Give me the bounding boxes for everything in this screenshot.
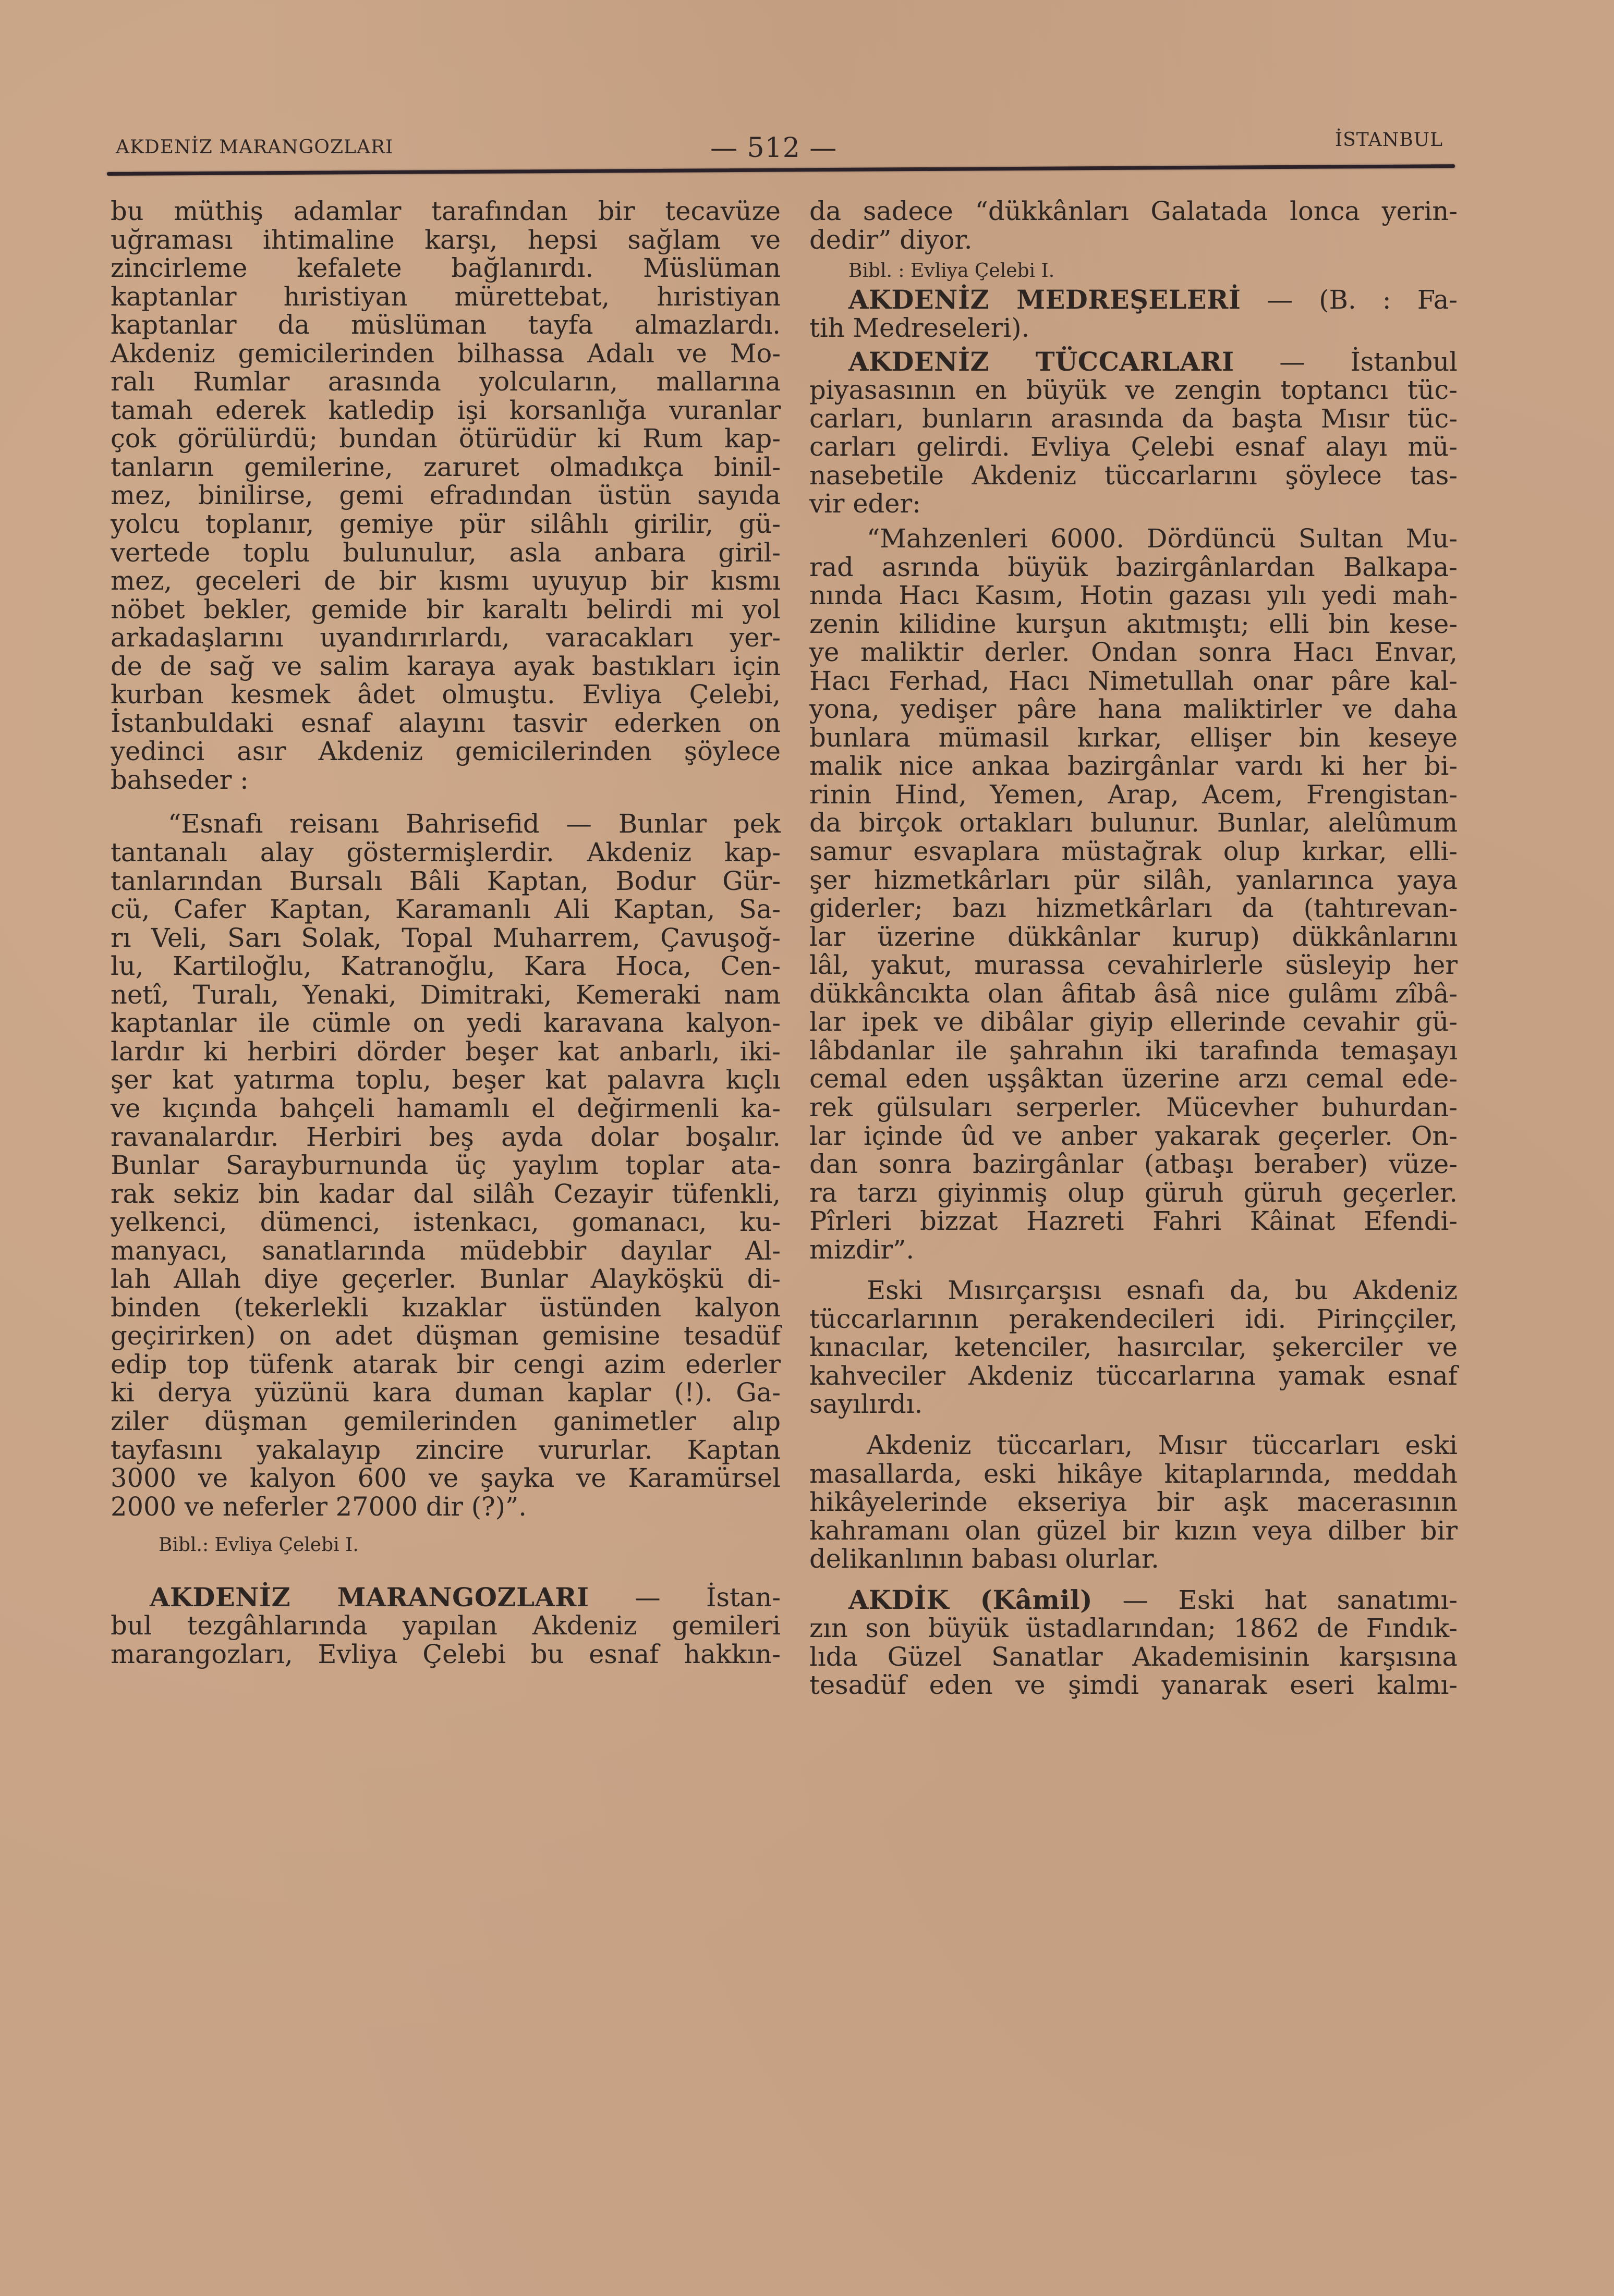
entry-headword: AKDENİZ TÜCCARLARI	[848, 346, 1234, 377]
text-line: ziler düşman gemilerinden ganimetler alıp	[111, 1406, 781, 1436]
text-line: tanların gemilerine, zaruret olmadıkça binil-	[111, 451, 781, 482]
text-line: Hacı Ferhad, Hacı Nimetullah onar pâre kal-	[809, 665, 1458, 696]
text-line: ra tarzı giyinmiş olup güruh güruh geçerler.	[809, 1177, 1458, 1208]
text-line: carları, bunların arasında da başta Mısır tüc-	[809, 403, 1458, 434]
text-line: tesadüf eden ve şimdi yanarak eseri kalmı-	[809, 1670, 1458, 1701]
quote-esnaf	[111, 810, 781, 1521]
text-line: lah Allah diye geçerler. Bunlar Alayköşkü di-	[111, 1264, 781, 1294]
continuation-text	[809, 197, 1458, 254]
text-line: rak sekiz bin kadar dal silâh Cezayir tüfenkli,	[111, 1178, 781, 1209]
text-line: Pîrleri bizzat Hazreti Fahri Kâinat Efendi-	[809, 1206, 1458, 1237]
text-line: de de sağ ve salim karaya ayak bastıkları için	[111, 651, 781, 681]
text-line: şer kat yatırma toplu, beşer kat palavra kıçlı	[111, 1065, 781, 1095]
text-line: dan sonra bazirgânlar (atbaşı beraber) vüze-	[809, 1149, 1458, 1180]
text-line: bul tezgâhlarında yapılan Akdeniz gemileri	[111, 1610, 781, 1641]
text-line: piyasasının en büyük ve zengin toptancı tüc-	[809, 375, 1458, 406]
entry-first-line-text: — (B. : Fa-	[1267, 284, 1458, 315]
entry-first-line	[809, 348, 1458, 376]
text-line: kaptanlar da müslüman tayfa almazlardı.	[111, 310, 781, 340]
text-line: rek gülsuları serperler. Mücevher buhurdan-	[809, 1092, 1458, 1122]
text-line: bu müthiş adamlar tarafından bir tecavüze	[111, 196, 781, 226]
text-line: nında Hacı Kasım, Hotin gazası yılı yedi mah-	[809, 580, 1458, 611]
text-line: tamah ederek katledip işi korsanlığa vuranlar	[111, 395, 781, 425]
left-column	[111, 197, 781, 1668]
entry-akdeniz-medreseleri	[809, 286, 1458, 343]
text-line: “Mahzenleri 6000. Dördüncü Sultan Mu-	[867, 523, 1458, 554]
text-line: tantanalı alay göstermişlerdir. Akdeniz kap-	[111, 837, 781, 868]
text-line: ralı Rumlar arasında yolcuların, mallarına	[111, 367, 781, 397]
text-line: Eski Mısırçarşısı esnafı da, bu Akdeniz	[867, 1275, 1458, 1306]
text-line: kaptanlar hıristiyan mürettebat, hıristiyan	[111, 281, 781, 312]
text-line: 3000 ve kalyon 600 ve şayka ve Karamürsel	[111, 1463, 781, 1494]
text-line: kurban kesmek âdet olmuştu. Evliya Çelebi,	[111, 679, 781, 710]
paragraph-gemiciler	[111, 197, 781, 794]
text-line: yedinci asır Akdeniz gemicilerinden şöylece	[111, 736, 781, 767]
text-line: yelkenci, dümenci, istenkacı, gomanacı, ku-	[111, 1207, 781, 1238]
text-line: mez, binilirse, gemi efradından üstün sayıda	[111, 480, 781, 511]
text-line: vir eder:	[809, 488, 921, 519]
text-line: edip top tüfenk atarak bir cengi azim ederler	[111, 1349, 781, 1379]
text-line: tayfasını yakalayıp zincire vururlar. Kaptan	[111, 1434, 781, 1465]
text-line: Bunlar Sarayburnunda üç yaylım toplar ata-	[111, 1150, 781, 1181]
entry-first-line-text: — İstanbul	[1279, 346, 1458, 377]
text-line: yona, yedişer pâre hana maliktirler ve daha	[809, 694, 1458, 725]
text-line: 2000 ve neferler 27000 dir (?)”.	[111, 1491, 527, 1522]
header-rule	[107, 164, 1455, 176]
running-head-right: İSTANBUL	[1334, 129, 1443, 151]
text-line: delikanlının babası olurlar.	[809, 1544, 1159, 1574]
text-line: kahramanı olan güzel bir kızın veya dilber bir	[809, 1515, 1458, 1546]
entry-headword: AKDİK (Kâmil)	[848, 1584, 1093, 1615]
text-line: İstanbuldaki esnaf alayını tasvir ederken on	[111, 707, 781, 738]
text-line: samur esvaplara müstağrak olup kırkar, elli-	[809, 836, 1458, 867]
text-line: nasebetile Akdeniz tüccarlarını şöylece tas-	[809, 460, 1458, 491]
entry-first-line-text: — Eski hat sanatımı-	[1122, 1584, 1458, 1615]
text-line: hikâyelerinde ekseriya bir aşk macerasının	[809, 1487, 1458, 1518]
text-line: bunlara mümasil kırkar, ellişer bin keseye	[809, 722, 1458, 753]
text-line: şer hizmetkârları pür silâh, yanlarınca yaya	[809, 864, 1458, 895]
text-line: rad asrında büyük bazirgânlardan Balkapa-	[809, 552, 1458, 582]
text-line: ki derya yüzünü kara duman kaplar (!). Ga-	[111, 1377, 781, 1408]
text-line: çok görülürdü; bundan ötürüdür ki Rum kap-	[111, 423, 781, 454]
text-line: dedir” diyor.	[809, 224, 973, 255]
running-head	[116, 129, 1443, 164]
entry-akdeniz-marangozlari	[111, 1583, 781, 1669]
text-line: cemal eden uşşâktan üzerine arzı cemal ede-	[809, 1064, 1458, 1094]
text-line: carları gelirdi. Evliya Çelebi esnaf alayı mü-	[809, 432, 1458, 462]
entry-first-line	[809, 1586, 1458, 1615]
text-line: malik nice ankaa bazirgânlar vardı ki her bi-	[809, 751, 1458, 781]
text-line: netî, Turalı, Yenaki, Dimitraki, Kemeraki nam	[111, 979, 781, 1010]
text-line: dükkâncıkta olan âfitab âsâ nice gulâmı zîbâ-	[809, 978, 1458, 1009]
text-line: masallarda, eski hikâye kitaplarında, meddah	[809, 1458, 1458, 1489]
entry-akdik-kamil	[809, 1586, 1458, 1700]
text-line: kahveciler Akdeniz tüccarlarına yamak esnaf	[809, 1360, 1458, 1391]
text-line: lar ipek ve dibâlar giyip ellerinde cevahir gü-	[809, 1007, 1458, 1037]
right-column	[809, 197, 1458, 1700]
text-line: giderler; bazı hizmetkârları da (tahtırevan-	[809, 893, 1458, 924]
text-line: ve kıçında bahçeli hamamlı el değirmenli ka-	[111, 1093, 781, 1123]
text-line: lar içinde ûd ve anber yakarak geçerler. On-	[809, 1120, 1458, 1151]
text-line: uğraması ihtimaline karşı, hepsi sağlam ve	[111, 224, 781, 255]
entry-headword: AKDENİZ MARANGOZLARI	[150, 1582, 589, 1613]
text-line: ravanalardır. Herbiri beş ayda dolar boşalır.	[111, 1121, 781, 1152]
text-line: ye maliktir derler. Ondan sonra Hacı Envar,	[809, 637, 1458, 668]
text-line: lıda Güzel Sanatlar Akademisinin karşısına	[809, 1641, 1458, 1672]
paragraph-misircarsisi	[809, 1276, 1458, 1419]
text-line: lâbdanlar ile şahrahın iki tarafında temaşayı	[809, 1035, 1458, 1066]
paragraph-masallar	[809, 1431, 1458, 1573]
text-line: da sadece “dükkânları Galatada lonca yerin-	[809, 196, 1458, 226]
text-line: yolcu toplanır, gemiye pür silâhlı girilir, gü-	[111, 509, 781, 540]
text-line: vertede toplu bulunulur, asla anbara giril-	[111, 537, 781, 568]
text-line: Akdeniz gemicilerinden bilhassa Adalı ve Mo-	[111, 338, 781, 369]
quote-mahzenler	[809, 524, 1458, 1264]
text-line: lardır ki herbiri dörder beşer kat anbarlı, iki-	[111, 1036, 781, 1067]
text-line: kaptanlar ile cümle on yedi karavana kalyon-	[111, 1008, 781, 1039]
entry-akdeniz-tuccarlari	[809, 348, 1458, 518]
text-line: bahseder :	[111, 764, 249, 795]
text-line: lar üzerine dükkânlar kurup) dükkânlarını	[809, 921, 1458, 952]
text-line: nöbet bekler, gemide bir karaltı belirdi mi yol	[111, 594, 781, 625]
text-line: tanlarından Bursalı Bâli Kaptan, Bodur Gür-	[111, 865, 781, 896]
text-line: mizdir”.	[809, 1234, 915, 1265]
text-line: lâl, yakut, murassa cevahirlerle süsleyip her	[809, 950, 1458, 981]
entry-first-line	[111, 1583, 781, 1612]
text-line: rinin Hind, Yemen, Arap, Acem, Frengistan-	[809, 779, 1458, 810]
text-line: mez, geceleri de bir kısmı uyuyup bir kısmı	[111, 566, 781, 596]
text-line: “Esnafı reisanı Bahrisefid — Bunlar pek	[168, 809, 781, 839]
text-line: sayılırdı.	[809, 1389, 923, 1420]
text-line: zincirleme kefalete bağlanırdı. Müslüman	[111, 253, 781, 284]
text-line: kınacılar, ketenciler, hasırcılar, şekerciler ve	[809, 1332, 1458, 1363]
text-line: geçirirken) on adet düşman gemisine tesadüf	[111, 1321, 781, 1351]
text-line: binden (tekerlekli kızaklar üstünden kalyon	[111, 1292, 781, 1323]
running-head-left: AKDENİZ MARANGOZLARI	[116, 137, 394, 158]
page-number: — 512 —	[710, 132, 838, 164]
text-line: cü, Cafer Kaptan, Karamanlı Ali Kaptan, Sa-	[111, 894, 781, 925]
text-line: manyacı, sanatlarında müdebbir dayılar Al-	[111, 1235, 781, 1266]
text-line: tüccarlarının perakendecileri idi. Pirinççiler,	[809, 1303, 1458, 1334]
entry-first-line	[809, 286, 1458, 314]
text-line: arkadaşlarını uyandırırlardı, varacakları yer-	[111, 622, 781, 653]
entry-headword: AKDENİZ MEDREŞELERİ	[848, 284, 1241, 315]
text-line: marangozları, Evliya Çelebi bu esnaf hakkın-	[111, 1639, 781, 1669]
text-line: zenin kilidine kurşun akıtmıştı; elli bin kese-	[809, 608, 1458, 639]
entry-first-line-text: — İstan-	[635, 1582, 781, 1613]
bibliography: Bibl.: Evliya Çelebi I.	[159, 1534, 359, 1556]
bibliography: Bibl. : Evliya Çelebi I.	[848, 260, 1055, 282]
text-line: da birçok ortakları bulunur. Bunlar, alelûmum	[809, 808, 1458, 838]
text-line: zın son büyük üstadlarından; 1862 de Fındık-	[809, 1613, 1458, 1644]
text-line: tih Medreseleri).	[809, 313, 1030, 344]
text-line: lu, Kartiloğlu, Katranoğlu, Kara Hoca, Cen-	[111, 951, 781, 982]
text-line: rı Veli, Sarı Solak, Topal Muharrem, Çavuşoğ-	[111, 922, 781, 953]
text-line: Akdeniz tüccarları, Mısır tüccarları eski	[867, 1430, 1458, 1460]
